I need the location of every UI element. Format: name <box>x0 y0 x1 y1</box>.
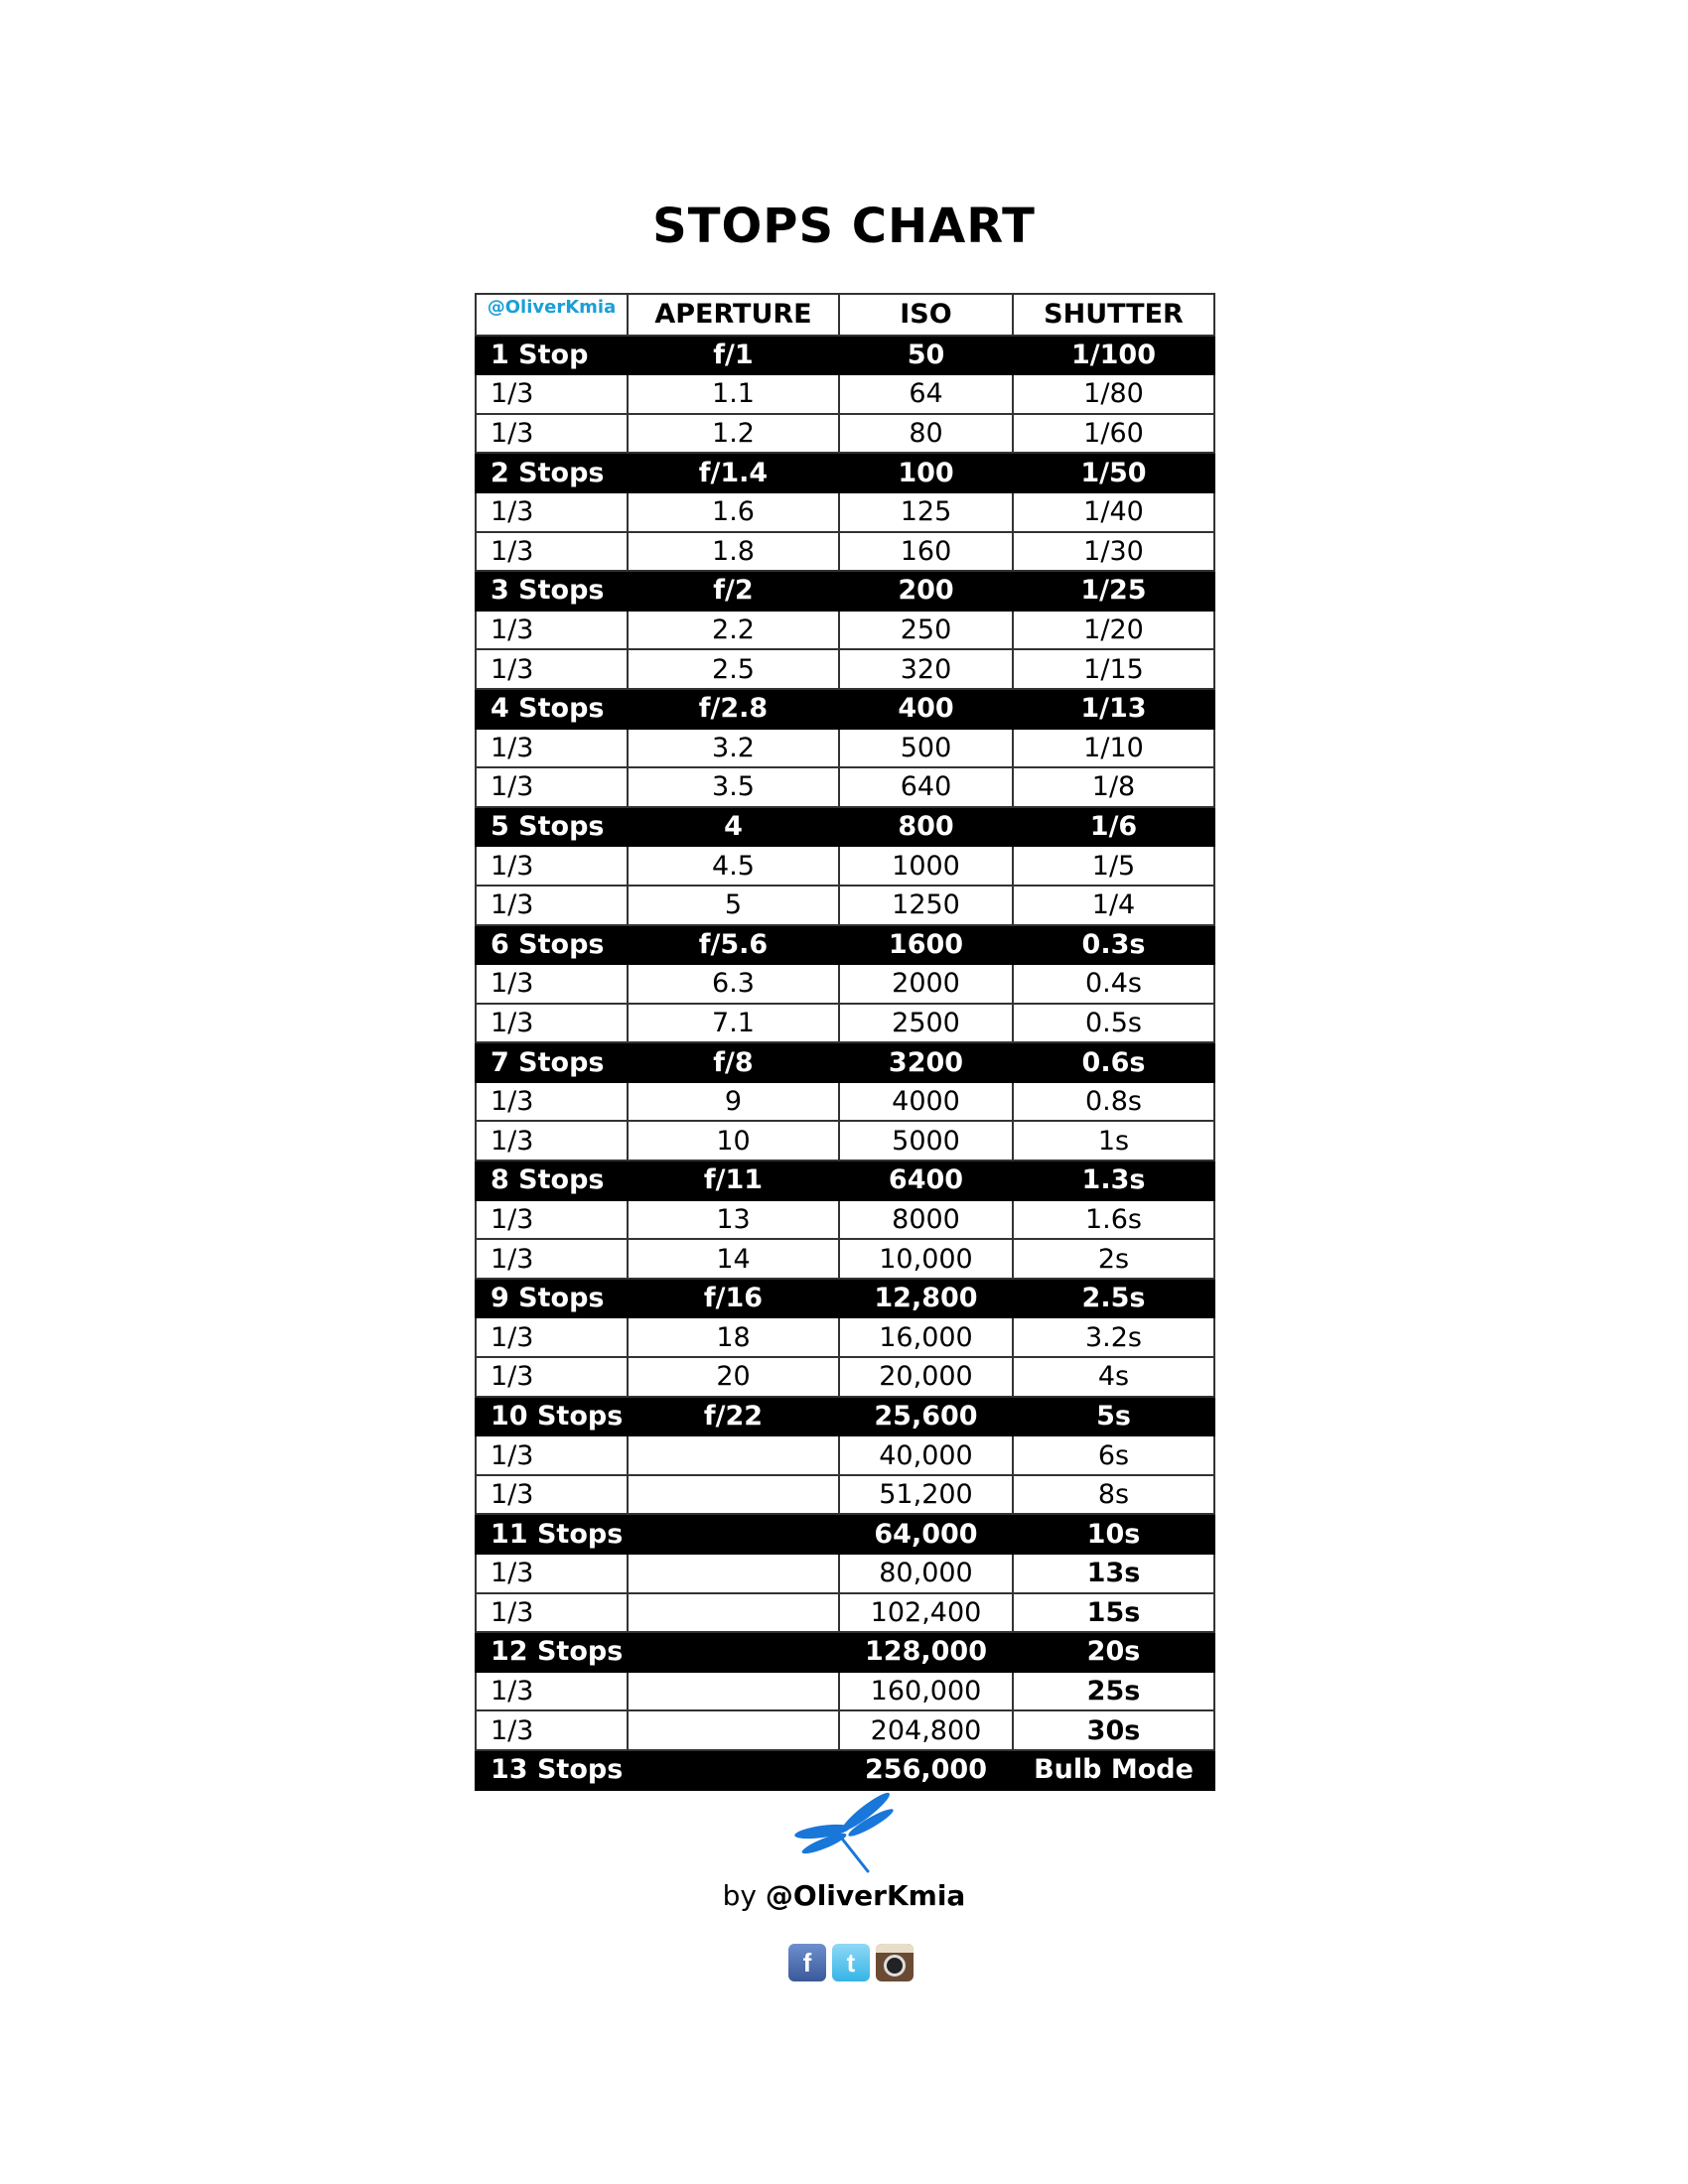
stops-table <box>475 293 1215 1791</box>
cell-stop: 11 Stops <box>476 1514 628 1554</box>
cell-aperture <box>628 1632 839 1672</box>
cell-iso: 2000 <box>839 964 1013 1004</box>
cell-shutter: 1/15 <box>1013 649 1214 689</box>
cell-stop: 7 Stops <box>476 1042 628 1082</box>
cell-iso: 3200 <box>839 1042 1013 1082</box>
stop-row <box>476 1750 1214 1790</box>
cell-iso: 800 <box>839 807 1013 847</box>
cell-iso: 102,400 <box>839 1593 1013 1633</box>
column-header-aperture: APERTURE <box>628 294 839 336</box>
cell-aperture: 20 <box>628 1357 839 1397</box>
page-title: STOPS CHART <box>652 199 1036 254</box>
cell-aperture: 1.2 <box>628 414 839 454</box>
dragonfly-icon <box>794 1790 896 1873</box>
stop-row <box>476 1514 1214 1554</box>
cell-aperture: 3.5 <box>628 767 839 807</box>
cell-aperture: f/1.4 <box>628 453 839 492</box>
cell-aperture: 14 <box>628 1239 839 1279</box>
cell-shutter: 15s <box>1013 1593 1214 1633</box>
cell-stop: 13 Stops <box>476 1750 628 1790</box>
cell-aperture: 3.2 <box>628 729 839 768</box>
cell-shutter: 20s <box>1013 1632 1214 1672</box>
twitter-glyph: t <box>846 1947 856 1978</box>
cell-aperture: 7.1 <box>628 1004 839 1043</box>
cell-aperture <box>628 1475 839 1515</box>
third-stop-row <box>476 846 1214 886</box>
cell-stop: 1/3 <box>476 1593 628 1633</box>
cell-stop: 1/3 <box>476 1200 628 1240</box>
cell-stop: 12 Stops <box>476 1632 628 1672</box>
instagram-icon[interactable] <box>876 1944 914 1981</box>
cell-shutter: 6s <box>1013 1435 1214 1475</box>
twitter-icon[interactable] <box>832 1944 870 1981</box>
cell-iso: 20,000 <box>839 1357 1013 1397</box>
cell-iso: 320 <box>839 649 1013 689</box>
third-stop-row <box>476 1554 1214 1593</box>
cell-iso: 64 <box>839 374 1013 414</box>
cell-iso: 640 <box>839 767 1013 807</box>
cell-stop: 1/3 <box>476 729 628 768</box>
cell-iso: 25,600 <box>839 1397 1013 1436</box>
cell-shutter: 8s <box>1013 1475 1214 1515</box>
cell-iso: 256,000 <box>839 1750 1013 1790</box>
cell-stop: 1 Stop <box>476 336 628 375</box>
cell-stop: 4 Stops <box>476 689 628 729</box>
cell-aperture: 9 <box>628 1082 839 1122</box>
cell-aperture: f/5.6 <box>628 925 839 965</box>
cell-shutter: 1/20 <box>1013 611 1214 650</box>
cell-shutter: 1/10 <box>1013 729 1214 768</box>
cell-stop: 9 Stops <box>476 1279 628 1318</box>
cell-iso: 4000 <box>839 1082 1013 1122</box>
cell-shutter: 0.4s <box>1013 964 1214 1004</box>
third-stop-row <box>476 374 1214 414</box>
cell-iso: 64,000 <box>839 1514 1013 1554</box>
third-stop-row <box>476 886 1214 925</box>
cell-stop: 1/3 <box>476 414 628 454</box>
cell-stop: 1/3 <box>476 846 628 886</box>
cell-shutter: 2.5s <box>1013 1279 1214 1318</box>
cell-aperture <box>628 1710 839 1750</box>
third-stop-row <box>476 492 1214 532</box>
byline-handle: @OliverKmia <box>765 1879 966 1912</box>
cell-shutter: 1/60 <box>1013 414 1214 454</box>
cell-iso: 80,000 <box>839 1554 1013 1593</box>
cell-shutter: 1/4 <box>1013 886 1214 925</box>
cell-shutter: 1.3s <box>1013 1160 1214 1200</box>
cell-stop: 5 Stops <box>476 807 628 847</box>
cell-aperture <box>628 1672 839 1711</box>
cell-stop: 1/3 <box>476 532 628 572</box>
cell-aperture: f/11 <box>628 1160 839 1200</box>
cell-aperture: 4 <box>628 807 839 847</box>
cell-iso: 51,200 <box>839 1475 1013 1515</box>
cell-iso: 125 <box>839 492 1013 532</box>
cell-aperture: 10 <box>628 1121 839 1160</box>
stop-row <box>476 1279 1214 1318</box>
cell-stop: 1/3 <box>476 1317 628 1357</box>
cell-shutter: 1/8 <box>1013 767 1214 807</box>
cell-shutter: 25s <box>1013 1672 1214 1711</box>
cell-shutter: 1/30 <box>1013 532 1214 572</box>
cell-shutter: 0.6s <box>1013 1042 1214 1082</box>
cell-shutter: 1s <box>1013 1121 1214 1160</box>
cell-iso: 250 <box>839 611 1013 650</box>
cell-aperture: 2.2 <box>628 611 839 650</box>
cell-aperture: f/1 <box>628 336 839 375</box>
cell-shutter: 1/80 <box>1013 374 1214 414</box>
facebook-glyph: f <box>802 1947 812 1978</box>
cell-iso: 80 <box>839 414 1013 454</box>
cell-stop: 1/3 <box>476 1435 628 1475</box>
cell-iso: 2500 <box>839 1004 1013 1043</box>
third-stop-row <box>476 1004 1214 1043</box>
cell-shutter: 30s <box>1013 1710 1214 1750</box>
cell-iso: 10,000 <box>839 1239 1013 1279</box>
cell-shutter: 2s <box>1013 1239 1214 1279</box>
cell-stop: 1/3 <box>476 374 628 414</box>
cell-iso: 500 <box>839 729 1013 768</box>
cell-shutter: 1/6 <box>1013 807 1214 847</box>
cell-aperture: f/2 <box>628 571 839 611</box>
cell-stop: 6 Stops <box>476 925 628 965</box>
third-stop-row <box>476 1672 1214 1711</box>
stop-row <box>476 1042 1214 1082</box>
byline-prefix: by <box>722 1879 757 1912</box>
byline <box>0 1879 1688 1912</box>
cell-stop: 1/3 <box>476 611 628 650</box>
stop-row <box>476 689 1214 729</box>
cell-iso: 100 <box>839 453 1013 492</box>
cell-stop: 10 Stops <box>476 1397 628 1436</box>
cell-iso: 40,000 <box>839 1435 1013 1475</box>
cell-aperture: 18 <box>628 1317 839 1357</box>
cell-aperture: 2.5 <box>628 649 839 689</box>
cell-shutter: 10s <box>1013 1514 1214 1554</box>
cell-aperture <box>628 1750 839 1790</box>
stop-row <box>476 336 1214 375</box>
third-stop-row <box>476 1593 1214 1633</box>
cell-stop: 2 Stops <box>476 453 628 492</box>
cell-shutter: 0.8s <box>1013 1082 1214 1122</box>
cell-aperture: 13 <box>628 1200 839 1240</box>
cell-aperture: f/8 <box>628 1042 839 1082</box>
cell-iso: 50 <box>839 336 1013 375</box>
cell-iso: 1250 <box>839 886 1013 925</box>
cell-aperture <box>628 1554 839 1593</box>
cell-stop: 8 Stops <box>476 1160 628 1200</box>
cell-iso: 1000 <box>839 846 1013 886</box>
third-stop-row <box>476 729 1214 768</box>
cell-aperture: 1.8 <box>628 532 839 572</box>
stop-row <box>476 925 1214 965</box>
stop-row <box>476 1160 1214 1200</box>
stop-row <box>476 453 1214 492</box>
cell-iso: 12,800 <box>839 1279 1013 1318</box>
cell-shutter: 1.6s <box>1013 1200 1214 1240</box>
cell-shutter: 3.2s <box>1013 1317 1214 1357</box>
stops-table-body <box>476 294 1214 1790</box>
cell-iso: 5000 <box>839 1121 1013 1160</box>
cell-aperture: f/16 <box>628 1279 839 1318</box>
third-stop-row <box>476 1357 1214 1397</box>
cell-iso: 160 <box>839 532 1013 572</box>
cell-shutter: 1/13 <box>1013 689 1214 729</box>
cell-iso: 204,800 <box>839 1710 1013 1750</box>
cell-shutter: 0.3s <box>1013 925 1214 965</box>
third-stop-row <box>476 1475 1214 1515</box>
cell-aperture: 1.6 <box>628 492 839 532</box>
cell-stop: 1/3 <box>476 1121 628 1160</box>
cell-aperture: 6.3 <box>628 964 839 1004</box>
cell-shutter: 5s <box>1013 1397 1214 1436</box>
stop-row <box>476 571 1214 611</box>
cell-stop: 1/3 <box>476 1710 628 1750</box>
cell-stop: 1/3 <box>476 1239 628 1279</box>
cell-aperture: 4.5 <box>628 846 839 886</box>
column-header-iso: ISO <box>839 294 1013 336</box>
cell-stop: 1/3 <box>476 886 628 925</box>
third-stop-row <box>476 649 1214 689</box>
brand-handle: @OliverKmia <box>476 294 628 336</box>
cell-iso: 160,000 <box>839 1672 1013 1711</box>
cell-stop: 1/3 <box>476 767 628 807</box>
cell-shutter: 0.5s <box>1013 1004 1214 1043</box>
cell-iso: 16,000 <box>839 1317 1013 1357</box>
third-stop-row <box>476 1121 1214 1160</box>
third-stop-row <box>476 532 1214 572</box>
cell-shutter: 1/5 <box>1013 846 1214 886</box>
cell-shutter: 4s <box>1013 1357 1214 1397</box>
cell-stop: 1/3 <box>476 649 628 689</box>
cell-aperture <box>628 1514 839 1554</box>
cell-stop: 1/3 <box>476 1475 628 1515</box>
cell-aperture: f/2.8 <box>628 689 839 729</box>
cell-aperture <box>628 1435 839 1475</box>
cell-iso: 200 <box>839 571 1013 611</box>
cell-stop: 1/3 <box>476 1357 628 1397</box>
third-stop-row <box>476 611 1214 650</box>
cell-stop: 1/3 <box>476 1672 628 1711</box>
cell-iso: 8000 <box>839 1200 1013 1240</box>
cell-aperture: f/22 <box>628 1397 839 1436</box>
third-stop-row <box>476 1239 1214 1279</box>
cell-aperture: 1.1 <box>628 374 839 414</box>
stop-row <box>476 1632 1214 1672</box>
cell-iso: 400 <box>839 689 1013 729</box>
column-header-shutter: SHUTTER <box>1013 294 1214 336</box>
cell-shutter: 1/25 <box>1013 571 1214 611</box>
third-stop-row <box>476 964 1214 1004</box>
cell-aperture: 5 <box>628 886 839 925</box>
third-stop-row <box>476 1200 1214 1240</box>
cell-stop: 1/3 <box>476 1554 628 1593</box>
cell-shutter: Bulb Mode <box>1013 1750 1214 1790</box>
facebook-icon[interactable] <box>788 1944 826 1981</box>
cell-stop: 3 Stops <box>476 571 628 611</box>
cell-stop: 1/3 <box>476 492 628 532</box>
social-links <box>788 1944 914 1981</box>
cell-shutter: 1/50 <box>1013 453 1214 492</box>
third-stop-row <box>476 1710 1214 1750</box>
third-stop-row <box>476 1317 1214 1357</box>
cell-iso: 128,000 <box>839 1632 1013 1672</box>
cell-iso: 6400 <box>839 1160 1013 1200</box>
cell-stop: 1/3 <box>476 1082 628 1122</box>
stop-row <box>476 1397 1214 1436</box>
cell-aperture <box>628 1593 839 1633</box>
cell-stop: 1/3 <box>476 1004 628 1043</box>
third-stop-row <box>476 767 1214 807</box>
cell-shutter: 1/100 <box>1013 336 1214 375</box>
cell-stop: 1/3 <box>476 964 628 1004</box>
cell-shutter: 1/40 <box>1013 492 1214 532</box>
third-stop-row <box>476 414 1214 454</box>
third-stop-row <box>476 1082 1214 1122</box>
table-header-row <box>476 294 1214 336</box>
stop-row <box>476 807 1214 847</box>
cell-iso: 1600 <box>839 925 1013 965</box>
third-stop-row <box>476 1435 1214 1475</box>
cell-shutter: 13s <box>1013 1554 1214 1593</box>
